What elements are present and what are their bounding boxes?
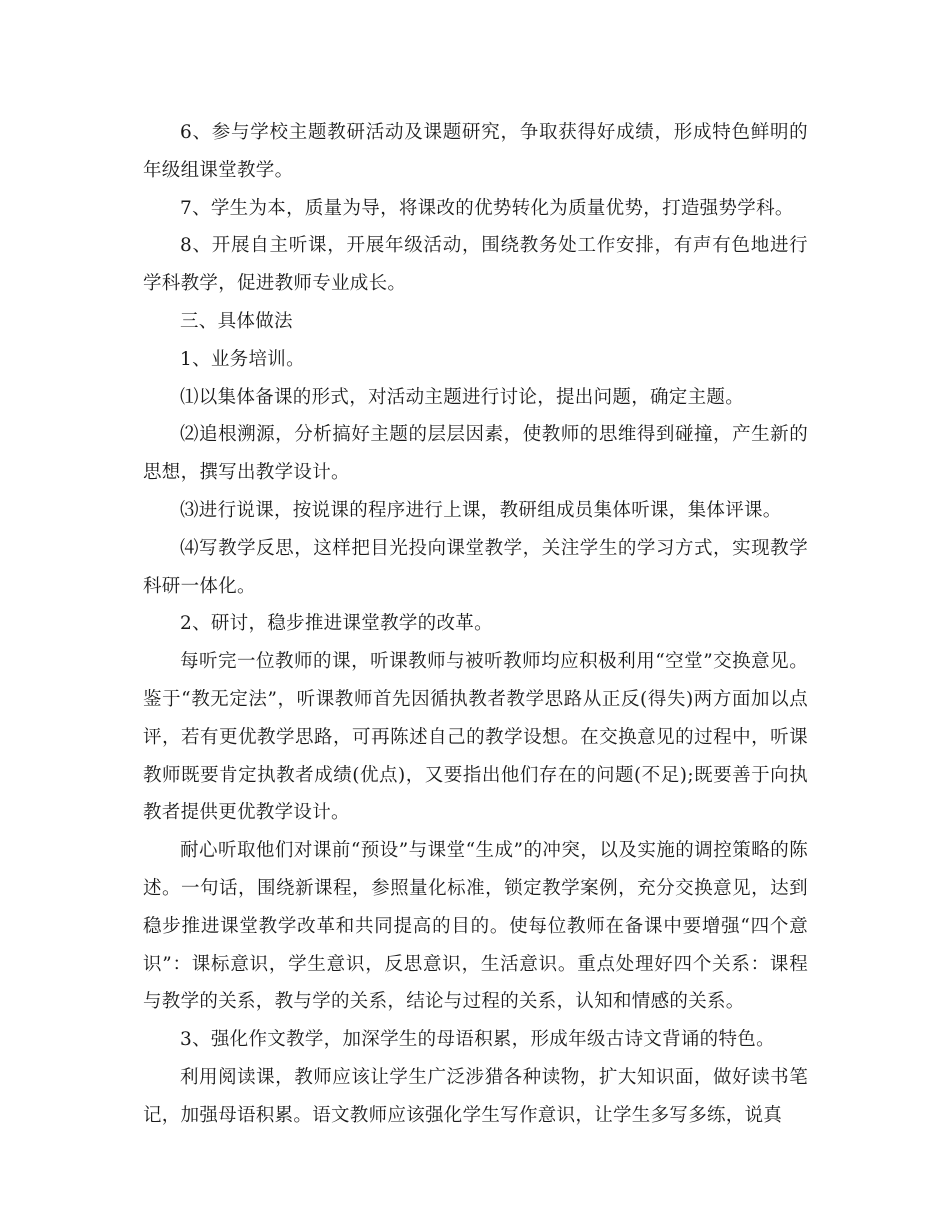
- paragraph-item-6: 6、参与学校主题教研活动及课题研究，争取获得好成绩，形成特色鲜明的年级组课堂教学。: [143, 122, 808, 181]
- paragraph-item-8: 8、开展自主听课，开展年级活动，围绕教务处工作安排，有声有色地进行学科教学，促进教师专业成长。: [143, 235, 808, 295]
- list-item-3: ⑶进行说课，按说课的程序进行上课，教研组成员集体听课，集体评课。: [180, 499, 782, 521]
- body-paragraph: 每听完一位教师的课，听课教师与被听教师均应积极利用“空堂”交换意见。鉴于“教无定法”，听课教师首先因循执教者教学思路从正反(得失)两方面加以点评，若有更优教学思路，可再陈述自己的教学设想。在交换意见的过程中，听课教师既要肯定执教者成绩(优点)，又要指出他们存在的问题(不足);既要善于向执教者提供更优教学设计。: [143, 651, 808, 824]
- subsection-heading-2: 2、研讨，稳步推进课堂教学的改革。: [180, 613, 493, 635]
- body-paragraph: 利用阅读课，教师应该让学生广泛涉猎各种读物，扩大知识面，做好读书笔记，加强母语积累。语文教师应该强化学生写作意识，让学生多写多练，说真: [143, 1066, 808, 1126]
- subsection-heading-3: 3、强化作文教学，加深学生的母语积累，形成年级古诗文背诵的特色。: [180, 1029, 775, 1051]
- section-heading: 三、具体做法: [180, 310, 293, 332]
- list-item-4: ⑷写教学反思，这样把目光投向课堂教学，关注学生的学习方式，实现教学科研一体化。: [143, 537, 808, 597]
- list-item-1: ⑴以集体备课的形式，对活动主题进行讨论，提出问题，确定主题。: [180, 386, 745, 408]
- document-body: [143, 114, 808, 1135]
- subsection-heading-1: 1、业务培训。: [180, 348, 305, 370]
- paragraph-item-7: 7、学生为本，质量为导，将课改的优势转化为质量优势，打造强势学科。: [180, 197, 794, 219]
- body-paragraph: 耐心听取他们对课前“预设”与课堂“生成”的冲突，以及实施的调控策略的陈述。一句话，围绕新课程，参照量化标准，锁定教学案例，充分交换意见，达到稳步推进课堂教学改革和共同提高的目的。使每位教师在备课中要增强“四个意识”：课标意识，学生意识，反思意识，生活意识。重点处理好四个关系：课程与教学的关系，教与学的关系，结论与过程的关系，认知和情感的关系。: [143, 840, 808, 1013]
- list-item-2: ⑵追根溯源，分析搞好主题的层层因素，使教师的思维得到碰撞，产生新的思想，撰写出教学设计。: [143, 424, 808, 484]
